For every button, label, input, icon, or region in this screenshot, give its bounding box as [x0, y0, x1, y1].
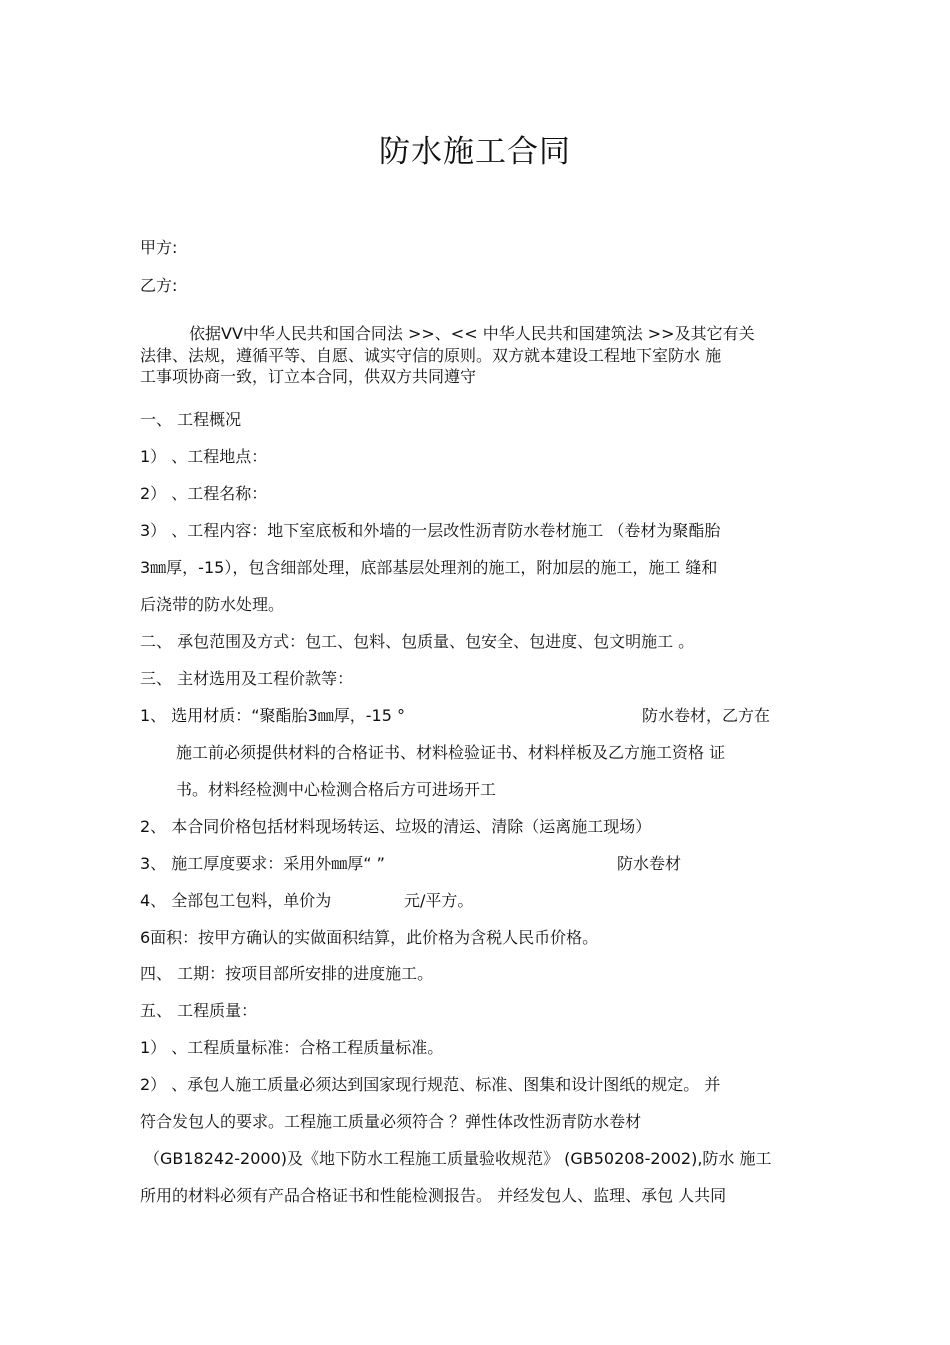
quality-requirement-line-1: 2） 、承包人施工质量必须达到国家现行规范、标准、图集和设计图纸的规定。 并	[140, 1075, 721, 1094]
item-1-line-3: 书。材料经检测中心检测合格后方可进场开工	[176, 780, 497, 799]
document-title: 防水施工合同	[379, 134, 571, 170]
item-2-price-scope: 2、 本合同价格包括材料现场转运、垃圾的清运、清除（运离施工现场）	[140, 817, 652, 836]
item-1-material-cont: 防水卷材，乙方在	[642, 706, 771, 725]
party-b-label: 乙方:	[140, 276, 178, 295]
section-1-heading: 一、 工程概况	[140, 410, 242, 429]
project-location: 1） 、工程地点：	[140, 447, 268, 466]
quality-requirement-line-2: 符合发包人的要求。工程施工质量必须符合 ？弹性体改性沥青防水卷材	[140, 1112, 642, 1131]
project-content-line-3: 后浇带的防水处理。	[140, 595, 285, 614]
section-2-scope: 二、 承包范围及方式：包工、包料、包质量、包安全、包进度、包文明施工 。	[140, 632, 695, 651]
quality-standard: 1） 、工程质量标准：合格工程质量标准。	[140, 1038, 444, 1057]
item-6-area: 6面积：按甲方确认的实做面积结算，此价格为含税人民币价格。	[140, 928, 599, 947]
item-4-unit: 元/平方。	[404, 891, 474, 910]
quality-requirement-line-4: 所用的材料必须有产品合格证书和性能检测报告。 并经发包人、监理、承包 人共同	[140, 1186, 727, 1205]
project-name: 2） 、工程名称：	[140, 484, 268, 503]
item-1-line-2: 施工前必须提供材料的合格证书、材料检验证书、材料样板及乙方施工资格 证	[176, 743, 726, 762]
intro-line-2: 法律、法规，遵循平等、自愿、诚实守信的原则。双方就本建设工程地下室防水 施	[140, 346, 722, 365]
intro-line-1: 依据VV中华人民共和国合同法 >>、<< 中华人民共和国建筑法 >>及其它有关	[189, 324, 755, 343]
project-content-line-2: 3㎜厚，-15），包含细部处理，底部基层处理剂的施工，附加层的施工，施工 缝和	[140, 558, 718, 577]
section-3-heading: 三、 主材选用及工程价款等：	[140, 669, 354, 688]
item-3-thickness: 3、 施工厚度要求：采用外㎜厚“ ”	[140, 854, 385, 873]
section-4-schedule: 四、 工期：按项目部所安排的进度施工。	[140, 964, 434, 983]
project-content-line-1: 3） 、工程内容：地下室底板和外墙的一层改性沥青防水卷材施工 （卷材为聚酯胎	[140, 521, 721, 540]
quality-requirement-line-3: （GB18242-2000)及《地下防水工程施工质量验收规范》 (GB50208-2002),防水 施工	[144, 1149, 772, 1168]
item-3-thickness-cont: 防水卷材	[617, 854, 682, 873]
item-4-unit-price: 4、 全部包工包料，单价为	[140, 891, 332, 910]
item-1-material: 1、 选用材质：“聚酯胎3㎜厚，-15 °	[140, 706, 405, 725]
party-a-label: 甲方:	[140, 238, 178, 257]
section-5-heading: 五、 工程质量：	[140, 1001, 258, 1020]
intro-line-3: 工事项协商一致，订立本合同，供双方共同遵守	[140, 367, 477, 386]
